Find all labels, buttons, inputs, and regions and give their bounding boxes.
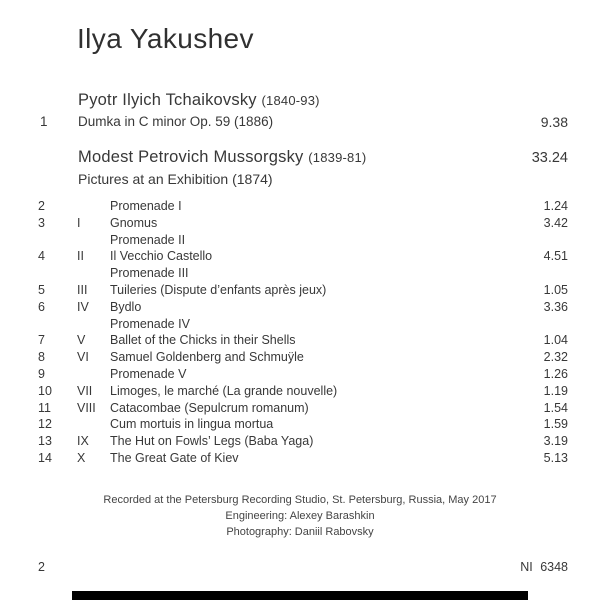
track-number: 7 [38, 333, 45, 348]
movement-numeral: I [77, 215, 81, 230]
track-title: Promenade I [110, 199, 182, 213]
movement-numeral: IX [77, 434, 89, 449]
track-number: 9 [38, 366, 45, 381]
track-number: 2 [38, 199, 45, 213]
movement-numeral: VIII [77, 400, 96, 415]
track-row [0, 232, 600, 249]
track-title: Cum mortuis in lingua mortua [110, 417, 274, 432]
track-row [0, 299, 600, 316]
track-number: 12 [38, 417, 52, 432]
composer-name: Modest Petrovich Mussorgsky [78, 148, 304, 166]
track-title: Promenade V [110, 366, 187, 381]
track-number: 1 [40, 114, 48, 129]
catalog-number: NI 6348 [520, 560, 568, 574]
track-row [0, 248, 600, 265]
page-number: 2 [38, 560, 45, 574]
track-row [0, 433, 600, 450]
track-time: 1.19 [543, 383, 568, 398]
track-time: 1.24 [543, 199, 568, 213]
movement-numeral: VI [77, 350, 89, 365]
movement-numeral: III [77, 282, 88, 297]
track-title: Ballet of the Chicks in their Shells [110, 333, 296, 348]
composer-dates: (1839-81) [308, 150, 367, 165]
track-number: 14 [38, 450, 52, 465]
composer-heading [78, 91, 600, 110]
movement-numeral: IV [77, 299, 89, 314]
track-number: 4 [38, 249, 45, 264]
track-number: 5 [38, 282, 45, 297]
track-title: Il Vecchio Castello [110, 249, 213, 264]
track-time: 3.42 [543, 215, 568, 230]
composer-name: Pyotr Ilyich Tchaikovsky [78, 91, 257, 109]
recording-credit: Recorded at the Petersburg Recording Studio, St. Petersburg, Russia, May 2017 [103, 494, 497, 506]
track-time: 4.51 [543, 249, 568, 264]
track-row [0, 416, 600, 433]
engineering-credit: Engineering: Alexey Barashkin [225, 510, 375, 522]
track-number: 3 [38, 215, 45, 230]
track-title: Catacombae (Sepulcrum romanum) [110, 400, 309, 415]
track-time: 3.19 [543, 434, 568, 449]
track-time: 9.38 [540, 114, 568, 130]
tchaikovsky-section [0, 91, 600, 132]
track-number: 6 [38, 299, 45, 314]
track-title: Gnomus [110, 215, 158, 230]
track-title: The Hut on Fowls’ Legs (Baba Yaga) [110, 434, 314, 449]
track-title: Promenade III [110, 266, 189, 281]
work-total-time: 33.24 [531, 150, 568, 166]
movement-numeral: X [77, 450, 86, 465]
track-number: 8 [38, 350, 45, 365]
movement-numeral: VII [77, 383, 93, 398]
track-title: Dumka in C minor Op. 59 (1886) [78, 114, 274, 129]
track-title: The Great Gate of Kiev [110, 450, 239, 465]
bottom-bar [72, 591, 528, 600]
movement-numeral: V [77, 333, 86, 348]
mussorgsky-track-list [0, 198, 600, 467]
track-time: 1.59 [543, 417, 568, 432]
movement-numeral: II [77, 249, 84, 264]
track-row [0, 198, 600, 215]
track-time: 2.32 [543, 350, 568, 365]
track-time: 1.26 [543, 366, 568, 381]
track-number: 11 [38, 400, 51, 415]
track-time: 5.13 [543, 450, 568, 465]
track-row [0, 366, 600, 383]
track-title: Samuel Goldenberg and Schmuÿle [110, 350, 304, 365]
track-title: Tuileries (Dispute d’enfants après jeux) [110, 282, 327, 297]
track-title: Promenade II [110, 232, 186, 247]
track-title: Bydlo [110, 299, 142, 314]
track-row [0, 383, 600, 400]
track-row [0, 332, 600, 349]
credits-block [0, 492, 600, 540]
track-row [0, 349, 600, 366]
track-row [0, 316, 600, 333]
track-row [0, 282, 600, 299]
track-time: 3.36 [543, 299, 568, 314]
composer-dates: (1840-93) [261, 93, 320, 108]
composer-heading [78, 148, 600, 167]
track-time: 1.05 [543, 282, 568, 297]
track-row [0, 265, 600, 282]
track-row [0, 114, 600, 132]
track-time: 1.54 [543, 400, 568, 415]
track-time: 1.04 [543, 333, 568, 348]
track-title: Promenade IV [110, 316, 190, 331]
track-title: Limoges, le marché (La grande nouvelle) [110, 383, 338, 398]
photography-credit: Photography: Daniil Rabovsky [226, 526, 374, 538]
track-row [0, 215, 600, 232]
track-row [0, 400, 600, 417]
track-number: 13 [38, 434, 52, 449]
artist-name: Ilya Yakushev [77, 23, 254, 54]
mussorgsky-section [0, 148, 600, 187]
track-number: 10 [38, 383, 52, 398]
work-title: Pictures at an Exhibition (1874) [78, 171, 273, 187]
track-row [0, 450, 600, 467]
